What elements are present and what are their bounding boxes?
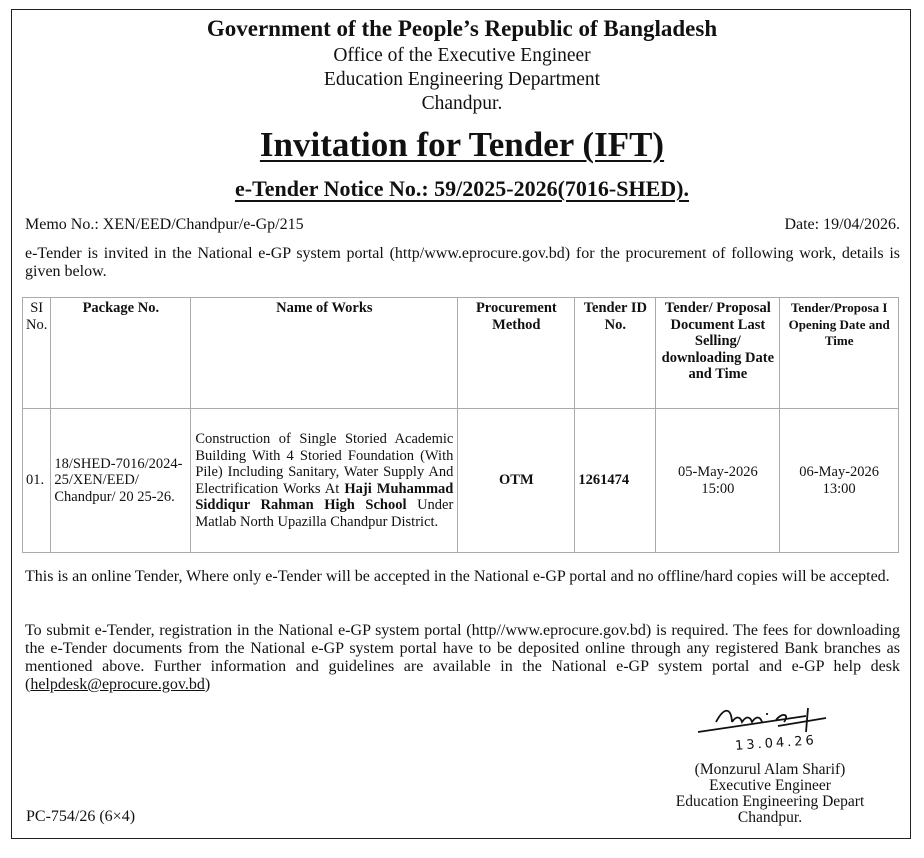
cell-method: OTM [458,409,575,553]
col-tender-id: Tender ID No. [575,298,656,409]
cell-works: Construction of Single Storied Academic Building With 4 Storied Foundation (With Pile) Including Sanitary, Water Supply And Electrification Works At Haji Muhammad Siddiqur Rahman High School Under Matlab North Upazilla Chandpur District. [191,409,458,553]
signature-date: 13.04.26 [734,733,818,754]
signatory-district: Chandpur. [737,809,803,826]
memo-number: Memo No.: XEN/EED/Chandpur/e-Gp/215 [25,216,304,233]
submission-note: To submit e-Tender, registration in the National e-GP system portal (http//www.eprocure.gov.bd) is required. The fees for downloading the e-Tender documents from the National e-GP system portal have to be deposited online through any registered Bank branches as mentioned above. Further information and guidelines are available in the National e-GP system portal and e-GP help desk (helpdesk@eprocure.gov.bd) [25,622,900,693]
department-line: Education Engineering Department [323,69,601,90]
col-method: Procurement Method [458,298,575,409]
col-package: Package No. [51,298,191,409]
intro-paragraph: e-Tender is invited in the National e-GP system portal (http/www.eprocure.gov.bd) for the procurement of following work, details is given below. [25,245,900,280]
cell-opening: 06-May-2026 13:00 [780,409,899,553]
cell-sl: 01. [23,409,51,553]
notice-number: e-Tender Notice No.: 59/2025-2026(7016-SHED). [234,176,689,201]
helpdesk-email-link[interactable]: helpdesk@eprocure.gov.bd [30,676,205,693]
pc-reference: PC-754/26 (6×4) [26,808,136,825]
col-works: Name of Works [191,298,458,409]
signatory-department: Education Engineering Depart [675,793,865,810]
cell-last-selling: 05-May-2026 15:00 [656,409,780,553]
signature-image [696,702,836,736]
col-last-selling: Tender/ Proposal Document Last Selling/ downloading Date and Time [656,298,780,409]
tender-table [22,297,899,553]
office-line: Office of the Executive Engineer [333,45,591,66]
table-header-row [23,298,899,409]
col-opening: Tender/Proposa I Opening Date and Time [780,298,899,409]
table-row [23,409,899,553]
district-line: Chandpur. [421,93,503,114]
col-sl: SI No. [23,298,51,409]
cell-package: 18/SHED-7016/2024-25/XEN/EED/ Chandpur/ 20 25-26. [51,409,191,553]
signatory-designation: Executive Engineer [709,777,831,794]
memo-date: Date: 19/04/2026. [784,216,900,233]
government-heading: Government of the People’s Republic of Bangladesh [206,16,718,41]
signatory-name: (Monzurul Alam Sharif) [694,761,846,778]
cell-tender-id: 1261474 [575,409,656,553]
memo-line [25,216,900,234]
online-note: This is an online Tender, Where only e-Tender will be accepted in the National e-GP portal and no offline/hard copies will be accepted. [25,568,890,585]
page-title: Invitation for Tender (IFT) [259,125,665,164]
